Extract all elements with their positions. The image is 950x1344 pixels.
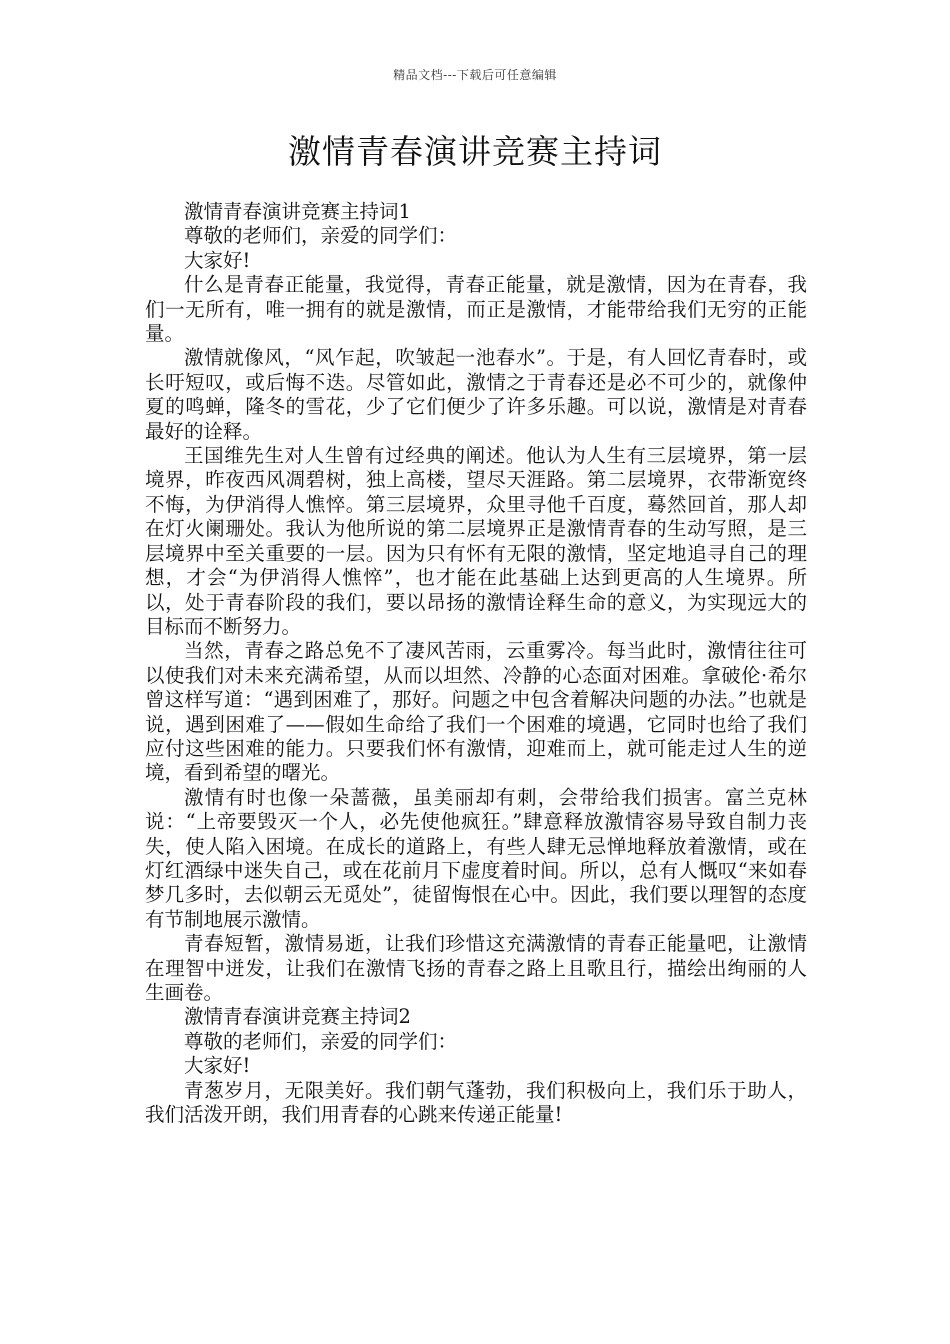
body-paragraph: 激情有时也像一朵蔷薇，虽美丽却有刺，会带给我们损害。富兰克林说：“上帝要毁灭一个人，必先使他疯狂。”肆意释放激情容易导致自制力丧失，使人陷入困境。在成长的道路上，有些人肆无忌惮地释放着激情，或在灯红酒绿中迷失自己，或在花前月下虚度着时间。所以，总有人慨叹“来如春梦几多时，去似朝云无觅处”，徒留悔恨在心中。因此，我们要以理智的态度有节制地展示激情。 — [145, 785, 807, 931]
body-paragraph: 青春短暂，激情易逝，让我们珍惜这充满激情的青春正能量吧，让激情在理智中迸发，让我们在激情飞扬的青春之路上且歌且行，描绘出绚丽的人生画卷。 — [145, 932, 807, 1004]
greeting: 大家好! — [184, 248, 251, 272]
body-paragraph: 什么是青春正能量，我觉得，青春正能量，就是激情，因为在青春，我们一无所有，唯一拥有的就是激情，而正是激情，才能带给我们无穷的正能量。 — [145, 273, 807, 346]
salutation: 尊敬的老师们，亲爱的同学们： — [184, 1029, 458, 1053]
body-paragraph: 王国维先生对人生曾有过经典的阐述。他认为人生有三层境界，第一层境界，昨夜西风凋碧树，独上高楼，望尽天涯路。第二层境界，衣带渐宽终不悔，为伊消得人憔悴。第三层境界，众里寻他千百度，蓦然回首，那人却在灯火阑珊处。我认为他所说的第二层境界正是激情青春的生动写照，是三层境界中至关重要的一层。因为只有怀有无限的激情，坚定地追寻自己的理想，才会“为伊消得人憔悴”，也才能在此基础上达到更高的人生境界。所以，处于青春阶段的我们，要以昂扬的激情诠释生命的意义，为实现远大的目标而不断努力。 — [145, 444, 807, 638]
header-note: 精品文档---下载后可任意编辑 — [393, 68, 557, 82]
greeting: 大家好! — [184, 1054, 251, 1078]
body-paragraph: 激情就像风，“风乍起，吹皱起一池春水”。于是，有人回忆青春时，或长吁短叹，或后悔不迭。尽管如此，激情之于青春还是必不可少的，就像仲夏的鸣蝉，隆冬的雪花，少了它们便少了许多乐趣。可以说，激情是对青春最好的诠释。 — [145, 346, 807, 443]
body-paragraph: 青葱岁月，无限美好。我们朝气蓬勃，我们积极向上，我们乐于助人，我们活泼开朗，我们用青春的心跳来传递正能量! — [145, 1078, 807, 1127]
section-heading-2: 激情青春演讲竞赛主持词2 — [184, 1005, 411, 1029]
document-title: 激情青春演讲竞赛主持词 — [288, 132, 662, 171]
section-heading-1: 激情青春演讲竞赛主持词1 — [184, 200, 411, 223]
document-body — [145, 200, 807, 1127]
salutation: 尊敬的老师们，亲爱的同学们： — [184, 224, 458, 248]
body-paragraph: 当然，青春之路总免不了凄风苦雨，云重雾冷。每当此时，激情往往可以使我们对未来充满希望，从而以坦然、冷静的心态面对困难。拿破伦·希尔曾这样写道：“遇到困难了，那好。问题之中包含着解决问题的办法。”也就是说，遇到困难了——假如生命给了我们一个困难的境遇，它同时也给了我们应付这些困难的能力。只要我们怀有激情，迎难而上，就可能走过人生的逆境，看到希望的曙光。 — [145, 639, 807, 785]
